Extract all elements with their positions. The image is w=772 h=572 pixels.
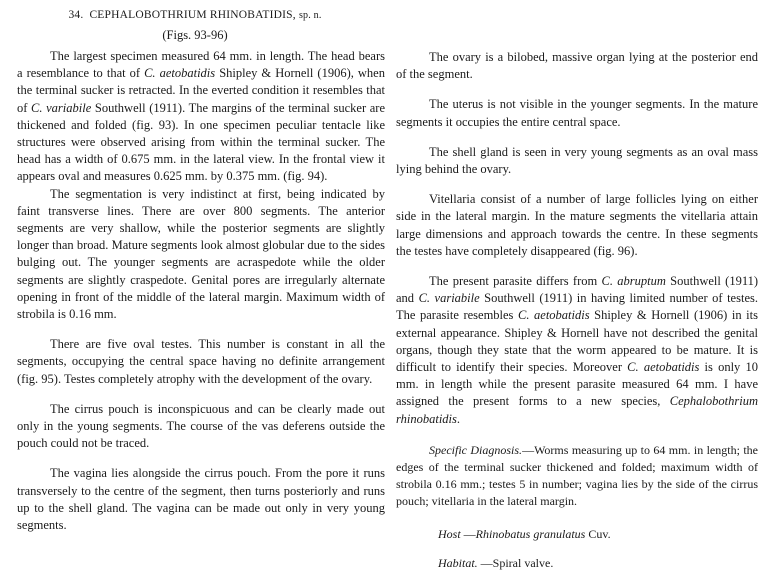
paragraph-specific-diagnosis: [396, 442, 758, 511]
host-dash: —: [460, 526, 476, 541]
paragraph-segmentation: The segmentation is very indistinct at first, being indicated by faint transverse lines. There are over 800 segments. The anterior segments are very shallow, while the posterior segments are slightly longer than broad. Mature segments look almost globular due to the sides bulging out. The younger segments are acraspedote while the older segments are slightly craspedote. Genital pores are irregularly alternate opening in front of the middle of the lateral margin. Maximum width of strobila is 0.16 mm.: [17, 186, 385, 322]
habitat-line: [396, 555, 758, 572]
text-span: Southwell (1911) and: [396, 274, 759, 306]
host-species: Rhinobatus granulatus: [475, 526, 586, 541]
paragraph-vitellaria: Vitellaria consist of a number of large follicles lying on either side in the lateral margin. In the mature segments the vitellaria attain large dimensions and approach towards the centre. In these segments the testes have completely disappeared (fig. 96).: [396, 192, 758, 258]
host-label: Host: [438, 526, 461, 541]
diagnosis-text: —Worms measuring up to 64 mm. in length; the edges of the terminal sucker thickened and folded; maximum width of strobila 0.16 mm.; testes 5 in number; vagina lies by the side of the cirrus pouch; vitellaria in the lateral margin.: [396, 442, 758, 509]
paragraph-vagina: The vagina lies alongside the cirrus pouch. From the pore it runs transversely to the centre of the segment, then turns posteriorly and runs up to the shell gland. The vagina can be made out only in very young segments.: [17, 466, 385, 533]
host-line: [396, 526, 758, 543]
species-name: Cephalobothrium rhinobatidis: [396, 394, 758, 426]
right-column: [396, 49, 758, 572]
paragraph-cirrus-pouch: The cirrus pouch is inconspicuous and can be clearly made out only in the young segments. The course of the vas deferens outside the pouch could not be traced.: [17, 401, 385, 451]
diagnosis-label: Specific Diagnosis.: [429, 442, 523, 457]
species-name: C. abruptum: [601, 274, 666, 289]
text-span: .: [456, 411, 461, 426]
text-span: The present parasite differs from: [429, 274, 602, 289]
paragraph-comparison: [396, 273, 758, 428]
species-name: C. variabile: [31, 100, 92, 115]
species-name: C. aetobatidis: [144, 66, 216, 81]
paragraph-testes: There are five oval testes. This number is constant in all the segments, occupying the central space having no definite arrangement (fig. 95). Testes completely atrophy with the development of the ovary.: [17, 337, 385, 386]
species-name: C. variabile: [418, 291, 480, 306]
text-span: Shipley & Hornell (1906) in its external appearance. Shipley & Hornell have not described the genital organs, though they state that the worm appeared to be mature. It is difficult to identify their species. Moreover: [396, 308, 758, 375]
text-span: The largest specimen measured 64 mm. in length. The head bears a resemblance to that of: [17, 49, 385, 81]
species-name: C. aetobatidis: [627, 360, 700, 375]
habitat-text: —Spiral valve.: [477, 555, 554, 570]
paragraph-head-description: [17, 48, 385, 186]
paragraph-ovary: The ovary is a bilobed, massive organ lying at the posterior end of the segment.: [396, 50, 758, 82]
text-span: is only 10 mm. in length while the present parasite measured 64 mm. I have assigned the present forms to a new species,: [396, 360, 758, 409]
text-span: Southwell (1911). The margins of the terminal sucker are thickened and folded (fig. 93). In one specimen peculiar tentacle like structures were observed arising from within the terminal sucker. The head has a width of 0.675 mm. in the lateral view. In the frontal view it appears oval and measures 0.625 mm. by 0.375 mm. (fig. 94).: [17, 100, 386, 184]
text-span: Shipley & Hornell (1906), when the terminal sucker is retracted. In the everted condition it resembles that of: [17, 66, 385, 115]
text-span: Southwell (1911) in having limited number of testes. The parasite resembles: [396, 291, 758, 323]
host-author: Cuv.: [585, 526, 611, 541]
species-heading: [0, 9, 390, 21]
section-number: 34.: [68, 9, 84, 21]
paragraph-uterus: The uterus is not visible in the younger segments. In the mature segments it occupies the entire central space.: [396, 97, 758, 129]
species-name: C. aetobatidis: [518, 308, 590, 323]
left-column: [17, 48, 385, 534]
species-title: CEPHALOBOTHRIUM RHINOBATIDIS,: [89, 9, 296, 21]
species-suffix: sp. n.: [298, 10, 322, 21]
paragraph-shell-gland: The shell gland is seen in very young segments as an oval mass lying behind the ovary.: [396, 144, 758, 177]
figure-reference: (Figs. 93-96): [162, 28, 228, 42]
habitat-label: Habitat.: [438, 555, 478, 570]
